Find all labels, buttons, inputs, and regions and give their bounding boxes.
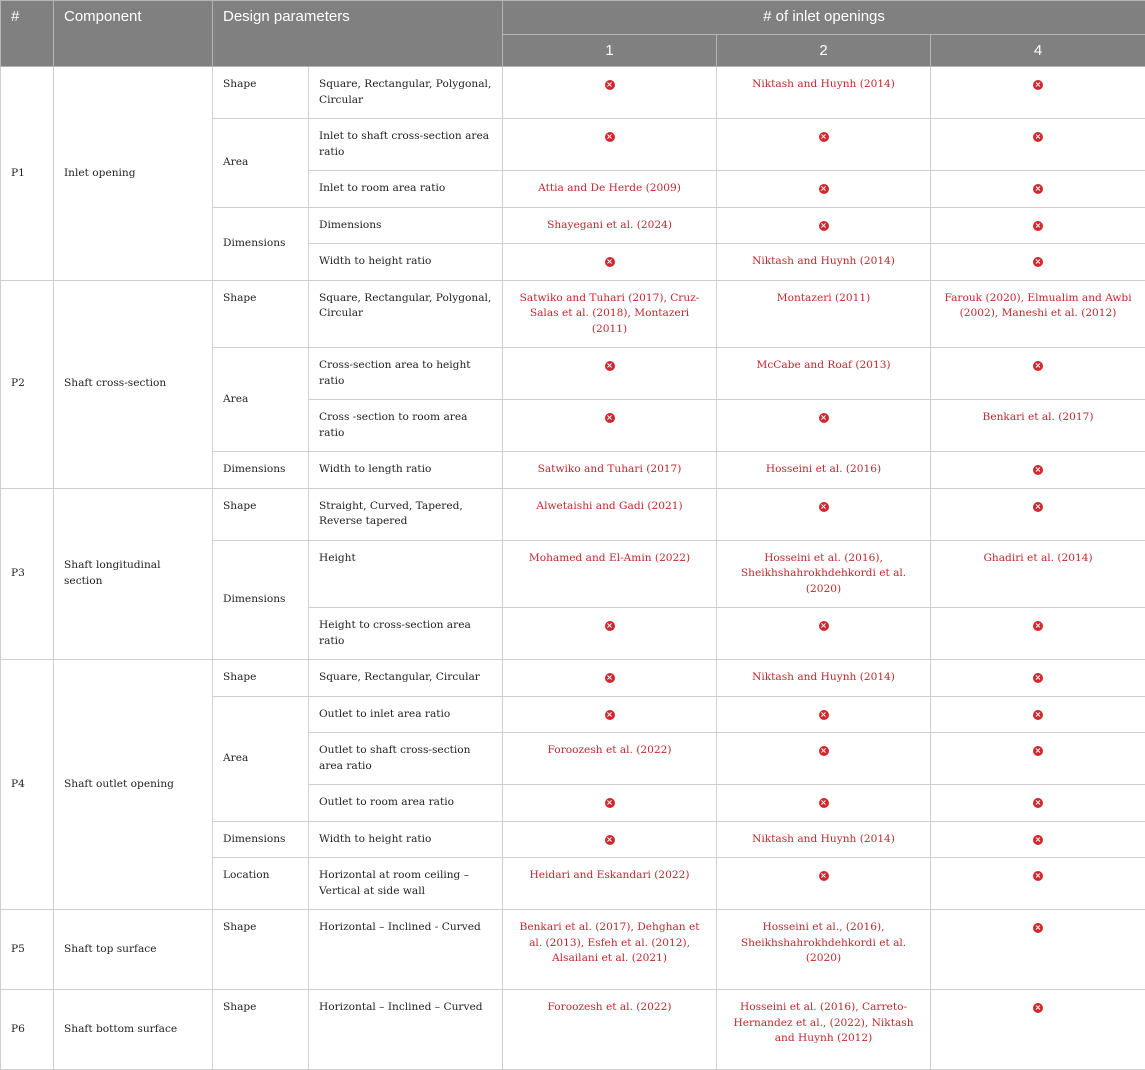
component-name: Shaft longitudinal section <box>54 488 213 660</box>
sub-parameter: Width to height ratio <box>309 821 503 858</box>
circle-x-icon: × <box>819 621 829 631</box>
reference-cell: Alwetaishi and Gadi (2021) <box>503 488 717 540</box>
circle-x-icon: × <box>1033 221 1043 231</box>
circle-x-icon: × <box>1033 673 1043 683</box>
not-available-cell <box>503 244 717 281</box>
not-available-cell <box>931 785 1145 822</box>
not-available-cell <box>503 821 717 858</box>
not-available-cell <box>717 696 931 733</box>
row-id: P2 <box>1 280 54 488</box>
reference-cell: Benkari et al. (2017) <box>931 400 1145 452</box>
table-row <box>1 280 1145 348</box>
circle-x-icon: × <box>1033 184 1043 194</box>
component-name: Shaft bottom surface <box>54 990 213 1070</box>
not-available-cell <box>931 608 1145 660</box>
not-available-cell <box>503 400 717 452</box>
table-row <box>1 990 1145 1070</box>
not-available-cell <box>931 244 1145 281</box>
not-available-cell <box>931 910 1145 990</box>
sub-parameter: Cross -section to room area ratio <box>309 400 503 452</box>
sub-parameter: Dimensions <box>309 207 503 244</box>
circle-x-icon: × <box>1033 132 1043 142</box>
design-parameter: Shape <box>213 67 309 119</box>
not-available-cell <box>931 488 1145 540</box>
sub-parameter: Width to height ratio <box>309 244 503 281</box>
reference-cell: Satwiko and Tuhari (2017), Cruz-Salas et al. (2018), Montazeri (2011) <box>503 280 717 348</box>
not-available-cell <box>503 696 717 733</box>
circle-x-icon: × <box>605 710 615 720</box>
circle-x-icon: × <box>1033 80 1043 90</box>
design-parameter: Area <box>213 696 309 821</box>
header-col-4: 4 <box>931 35 1145 67</box>
reference-cell: Foroozesh et al. (2022) <box>503 990 717 1070</box>
header-design-parameters: Design parameters <box>213 1 503 67</box>
circle-x-icon: × <box>1033 798 1043 808</box>
circle-x-icon: × <box>1033 746 1043 756</box>
design-parameter: Area <box>213 119 309 208</box>
not-available-cell <box>931 348 1145 400</box>
row-id: P4 <box>1 660 54 910</box>
reference-cell: Heidari and Eskandari (2022) <box>503 858 717 910</box>
circle-x-icon: × <box>1033 835 1043 845</box>
not-available-cell <box>503 785 717 822</box>
not-available-cell <box>931 733 1145 785</box>
row-id: P5 <box>1 910 54 990</box>
reference-cell: Ghadiri et al. (2014) <box>931 540 1145 608</box>
sub-parameter: Square, Rectangular, Circular <box>309 660 503 697</box>
circle-x-icon: × <box>605 80 615 90</box>
circle-x-icon: × <box>1033 257 1043 267</box>
not-available-cell <box>931 858 1145 910</box>
circle-x-icon: × <box>605 621 615 631</box>
not-available-cell <box>503 348 717 400</box>
sub-parameter: Outlet to inlet area ratio <box>309 696 503 733</box>
circle-x-icon: × <box>819 798 829 808</box>
circle-x-icon: × <box>1033 871 1043 881</box>
circle-x-icon: × <box>1033 465 1043 475</box>
component-name: Shaft outlet opening <box>54 660 213 910</box>
sub-parameter: Width to length ratio <box>309 452 503 489</box>
not-available-cell <box>931 452 1145 489</box>
circle-x-icon: × <box>819 502 829 512</box>
sub-parameter: Horizontal – Inclined - Curved <box>309 910 503 990</box>
circle-x-icon: × <box>1033 710 1043 720</box>
reference-cell: Hosseini et al. (2016), Carreto-Hernandez et al., (2022), Niktash and Huynh (2012) <box>717 990 931 1070</box>
not-available-cell <box>717 733 931 785</box>
sub-parameter: Outlet to room area ratio <box>309 785 503 822</box>
sub-parameter: Square, Rectangular, Polygonal, Circular <box>309 67 503 119</box>
reference-cell: Niktash and Huynh (2014) <box>717 821 931 858</box>
design-parameter: Dimensions <box>213 821 309 858</box>
header-col-2: 2 <box>717 35 931 67</box>
sub-parameter: Cross-section area to height ratio <box>309 348 503 400</box>
circle-x-icon: × <box>819 221 829 231</box>
design-parameter: Shape <box>213 990 309 1070</box>
circle-x-icon: × <box>605 257 615 267</box>
reference-cell: McCabe and Roaf (2013) <box>717 348 931 400</box>
not-available-cell <box>717 858 931 910</box>
table-row <box>1 488 1145 540</box>
not-available-cell <box>717 785 931 822</box>
circle-x-icon: × <box>819 871 829 881</box>
design-parameter: Shape <box>213 660 309 697</box>
not-available-cell <box>931 696 1145 733</box>
circle-x-icon: × <box>605 132 615 142</box>
sub-parameter: Inlet to shaft cross-section area ratio <box>309 119 503 171</box>
reference-cell: Farouk (2020), Elmualim and Awbi (2002), Maneshi et al. (2012) <box>931 280 1145 348</box>
circle-x-icon: × <box>1033 361 1043 371</box>
component-name: Inlet opening <box>54 67 213 281</box>
circle-x-icon: × <box>819 184 829 194</box>
not-available-cell <box>931 821 1145 858</box>
reference-cell: Hosseini et al. (2016), Sheikhshahrokhdehkordi et al. (2020) <box>717 540 931 608</box>
design-parameter: Area <box>213 348 309 452</box>
reference-cell: Mohamed and El-Amin (2022) <box>503 540 717 608</box>
circle-x-icon: × <box>1033 1003 1043 1013</box>
sub-parameter: Horizontal at room ceiling – Vertical at side wall <box>309 858 503 910</box>
reference-cell: Niktash and Huynh (2014) <box>717 660 931 697</box>
not-available-cell <box>503 608 717 660</box>
not-available-cell <box>931 207 1145 244</box>
not-available-cell <box>717 207 931 244</box>
reference-cell: Satwiko and Tuhari (2017) <box>503 452 717 489</box>
reference-cell: Benkari et al. (2017), Dehghan et al. (2013), Esfeh et al. (2012), Alsailani et al. (2021) <box>503 910 717 990</box>
not-available-cell <box>717 119 931 171</box>
design-parameter: Dimensions <box>213 452 309 489</box>
not-available-cell <box>931 660 1145 697</box>
circle-x-icon: × <box>605 361 615 371</box>
row-id: P1 <box>1 67 54 281</box>
sub-parameter: Inlet to room area ratio <box>309 171 503 208</box>
not-available-cell <box>931 67 1145 119</box>
component-name: Shaft top surface <box>54 910 213 990</box>
reference-cell: Niktash and Huynh (2014) <box>717 244 931 281</box>
circle-x-icon: × <box>605 413 615 423</box>
circle-x-icon: × <box>819 413 829 423</box>
not-available-cell <box>717 608 931 660</box>
design-parameter: Shape <box>213 280 309 348</box>
row-id: P6 <box>1 990 54 1070</box>
circle-x-icon: × <box>1033 502 1043 512</box>
reference-cell: Foroozesh et al. (2022) <box>503 733 717 785</box>
sub-parameter: Square, Rectangular, Polygonal, Circular <box>309 280 503 348</box>
sub-parameter: Horizontal – Inclined – Curved <box>309 990 503 1070</box>
not-available-cell <box>931 119 1145 171</box>
reference-cell: Attia and De Herde (2009) <box>503 171 717 208</box>
header-inlet-openings: # of inlet openings <box>503 1 1145 35</box>
header-col-1: 1 <box>503 35 717 67</box>
header-number: # <box>1 1 54 67</box>
design-parameter: Dimensions <box>213 207 309 280</box>
sub-parameter: Straight, Curved, Tapered, Reverse tapered <box>309 488 503 540</box>
not-available-cell <box>503 67 717 119</box>
not-available-cell <box>503 119 717 171</box>
circle-x-icon: × <box>605 673 615 683</box>
table-row <box>1 660 1145 697</box>
design-parameter: Shape <box>213 910 309 990</box>
reference-cell: Hosseini et al., (2016), Sheikhshahrokhdehkordi et al. (2020) <box>717 910 931 990</box>
not-available-cell <box>717 171 931 208</box>
sub-parameter: Outlet to shaft cross-section area ratio <box>309 733 503 785</box>
not-available-cell <box>717 488 931 540</box>
circle-x-icon: × <box>605 798 615 808</box>
not-available-cell <box>503 660 717 697</box>
sub-parameter: Height <box>309 540 503 608</box>
circle-x-icon: × <box>605 835 615 845</box>
not-available-cell <box>931 171 1145 208</box>
design-parameter: Dimensions <box>213 540 309 660</box>
circle-x-icon: × <box>1033 621 1043 631</box>
header-component: Component <box>54 1 213 67</box>
row-id: P3 <box>1 488 54 660</box>
reference-cell: Niktash and Huynh (2014) <box>717 67 931 119</box>
component-name: Shaft cross-section <box>54 280 213 488</box>
design-parameter: Location <box>213 858 309 910</box>
design-parameter: Shape <box>213 488 309 540</box>
table-body <box>1 67 1145 1070</box>
circle-x-icon: × <box>819 746 829 756</box>
not-available-cell <box>931 990 1145 1070</box>
reference-cell: Shayegani et al. (2024) <box>503 207 717 244</box>
reference-cell: Hosseini et al. (2016) <box>717 452 931 489</box>
circle-x-icon: × <box>819 710 829 720</box>
circle-x-icon: × <box>819 132 829 142</box>
reference-cell: Montazeri (2011) <box>717 280 931 348</box>
not-available-cell <box>717 400 931 452</box>
table-row <box>1 67 1145 119</box>
table-row <box>1 910 1145 990</box>
sub-parameter: Height to cross-section area ratio <box>309 608 503 660</box>
circle-x-icon: × <box>1033 923 1043 933</box>
